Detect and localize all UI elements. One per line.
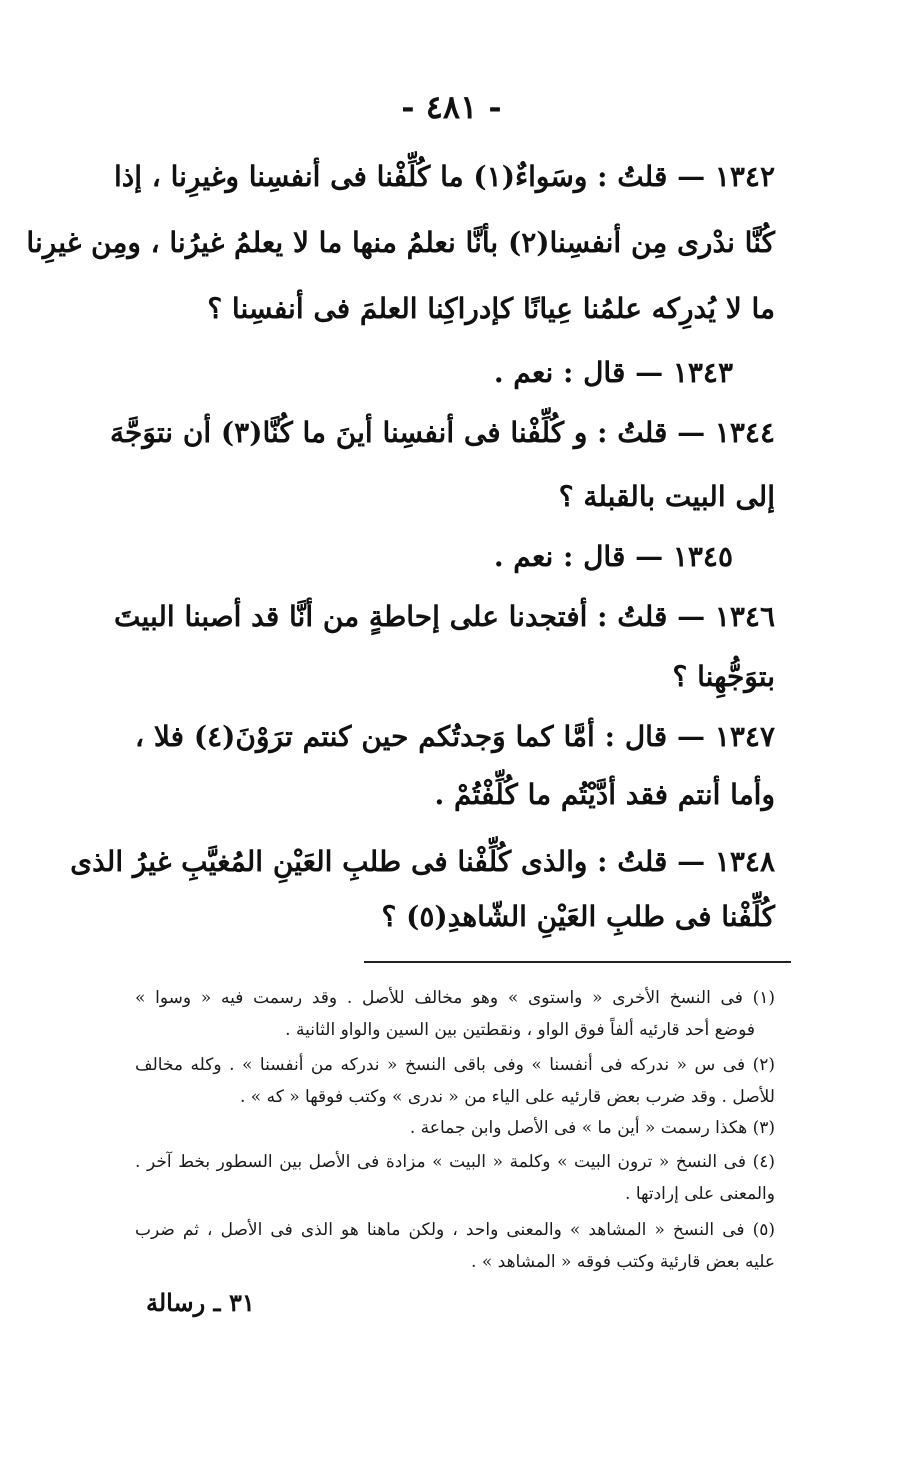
footnote-2-b: للأصل . وقد ضرب بعض قارئيه على الياء من « ندرى » وكتب فوقها « كه » . xyxy=(240,1087,775,1107)
footnote-5-a: (٥) فى النسخ « المشاهد » والمعنى واحد ، ولكن ماهنا هو الذى فى الأصل ، ثم ضرب xyxy=(135,1220,775,1240)
footnote-4-a: (٤) فى النسخ « ترون البيت » وكلمة « البيت » مزادة فى الأصل بين السطور بخط آخر . xyxy=(135,1152,775,1172)
text-line-1347-b: وأما أنتم فقد أدَّيْتُم ما كُلِّفْتُمْ . xyxy=(434,778,775,811)
footnote-3: (٣) هكذا رسمت « أين ما » فى الأصل وابن جماعة . xyxy=(409,1118,775,1138)
text-line-1342-c: ما لا يُدرِكه علمُنا عِيانًا كإدراكِنا العلمَ فى أنفسِنا ؟ xyxy=(207,292,775,325)
text-line-1346-b: بتوَجُّهِنا ؟ xyxy=(672,660,775,693)
signature-mark: ٣١ ـ رسالة xyxy=(146,1288,255,1317)
footnote-2-a: (٢) فى س « ندركه فى أنفسنا » وفى باقى النسخ « ندركه من أنفسنا » . وكله مخالف xyxy=(135,1055,775,1075)
text-line-1343: ١٣٤٣ — قال : نعم . xyxy=(493,356,733,389)
text-line-1342-a: ١٣٤٢ — قلتُ : وسَواءٌ(١) ما كُلِّفْنا فى أنفسِنا وغيرِنا ، إذا xyxy=(114,160,775,193)
footnote-4-b: والمعنى على إرادتها . xyxy=(625,1184,775,1204)
text-line-1347-a: ١٣٤٧ — قال : أمَّا كما وَجدتُكم حين كنتم ترَوْنَ(٤) فلا ، xyxy=(135,720,775,753)
footnote-divider xyxy=(364,961,791,963)
page-number: - ٤٨١ - xyxy=(401,88,502,126)
text-line-1345: ١٣٤٥ — قال : نعم . xyxy=(493,540,733,573)
text-line-1348-a: ١٣٤٨ — قلتُ : والذى كُلِّفْنا فى طلبِ العَيْنِ المُغيَّبِ غيرُ الذى xyxy=(70,845,775,878)
text-line-1344-b: إلى البيت بالقبلة ؟ xyxy=(558,480,775,513)
footnote-1-b: فوضع أحد قارئيه ألفاً فوق الواو ، ونقطتين بين السين والواو الثانية . xyxy=(285,1020,755,1040)
footnote-1-a: (١) فى النسخ الأخرى « واستوى » وهو مخالف للأصل . وقد رسمت فيه « وسوا » xyxy=(135,988,775,1008)
text-line-1344-a: ١٣٤٤ — قلتُ : و كُلِّفْنا فى أنفسِنا أينَ ما كُنَّا(٣) أن نتوَجَّهَ xyxy=(110,416,775,449)
text-line-1348-b: كُلِّفْنا فى طلبِ العَيْنِ الشّاهدِ(٥) ؟ xyxy=(381,900,775,933)
footnote-5-b: عليه بعض قارئية وكتب فوقه « المشاهد » . xyxy=(471,1252,775,1272)
text-line-1346-a: ١٣٤٦ — قلتُ : أفتجدنا على إحاطةٍ من أنَّا قد أصبنا البيتَ xyxy=(114,600,775,633)
text-line-1342-b: كُنَّا ندْرى مِن أنفسِنا(٢) بأنَّا نعلمُ منها ما لا يعلمُ غيرُنا ، ومِن غيرِنا xyxy=(26,226,775,259)
